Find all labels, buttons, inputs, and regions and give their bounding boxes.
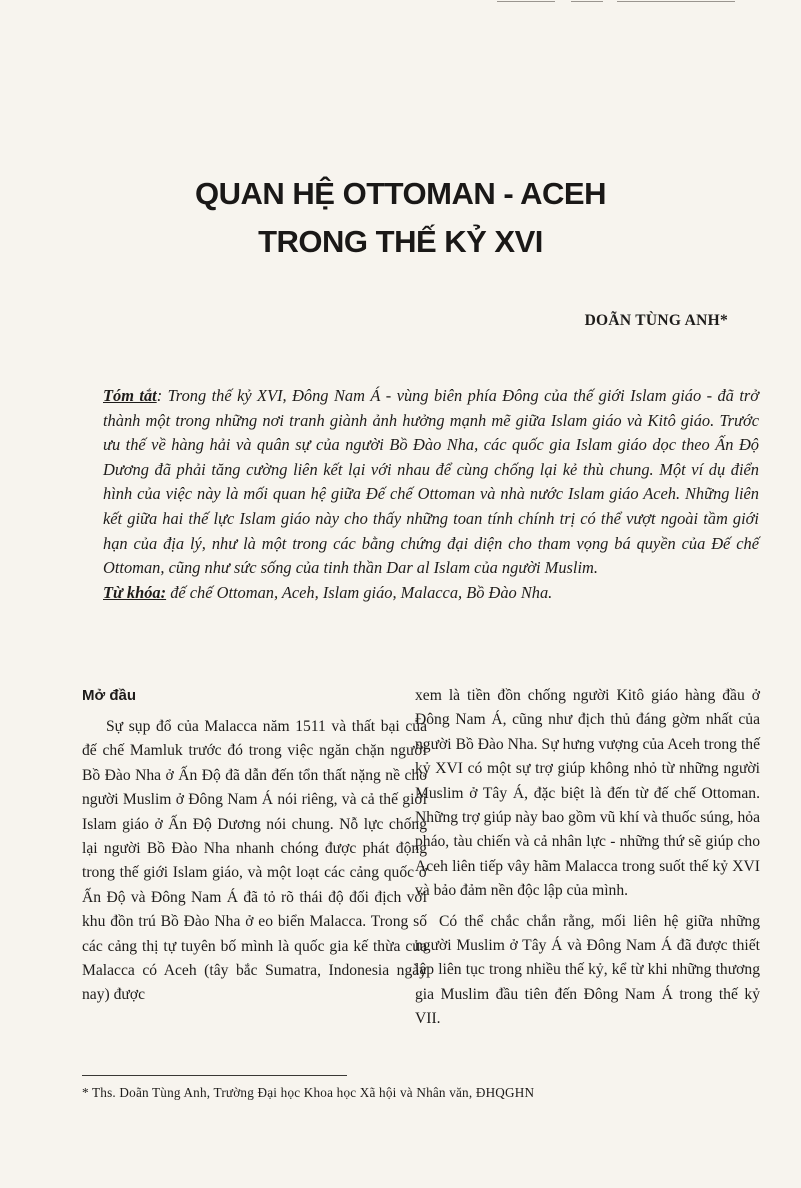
right-column [415, 684, 760, 1032]
article-title [0, 170, 801, 266]
abstract-label: Tóm tắt [103, 386, 157, 405]
right-paragraph-1: xem là tiền đồn chống người Kitô giáo hàng đầu ở Đông Nam Á, cũng như địch thủ đáng gờm nhất của người Bồ Đào Nha. Sự hưng vượng của Aceh trong thế kỷ XVI có một sự trợ giúp không nhỏ từ những người Muslim ở Tây Á, đặc biệt là đến từ đế chế Ottoman. Những trợ giúp này bao gồm vũ khí và thuốc súng, hỏa pháo, tàu chiến và cả nhân lực - những thứ sẽ giúp cho Aceh liên tiếp vây hãm Malacca trong suốt thế kỷ XVI và bảo đảm nền độc lập của mình. [415, 687, 760, 900]
title-line-1: QUAN HỆ OTTOMAN - ACEH [195, 176, 606, 211]
abstract-text: : Trong thế kỷ XVI, Đông Nam Á - vùng biên phía Đông của thế giới Islam giáo - đã trở thành một trong những nơi tranh giành ảnh hưởng mạnh mẽ giữa Islam giáo và Kitô giáo. Trước ưu thế về hàng hải và quân sự của người Bồ Đào Nha, các quốc gia Islam giáo dọc theo Ấn Độ Dương đã phải tăng cường liên kết lại với nhau để cùng chống lại kẻ thù chung. Một ví dụ điển hình của việc này là mối quan hệ giữa Đế chế Ottoman và nhà nước Islam giáo Aceh. Những liên kết giữa hai thế lực Islam giáo này cho thấy những toan tính chính trị có thể vượt ngoài tầm giới hạn của địa lý, như là một trong các bằng chứng đại diện cho tham vọng bá quyền của Đế chế Ottoman, cũng như sức sống của tinh thần Dar al Islam của người Muslim. [103, 386, 759, 578]
title-line-2: TRONG THẾ KỶ XVI [258, 224, 543, 259]
header-rule-marks [497, 0, 757, 4]
footnote: * Ths. Doãn Tùng Anh, Trường Đại học Khoa học Xã hội và Nhân văn, ĐHQGHN [82, 1085, 535, 1100]
left-column [82, 684, 427, 1008]
abstract-paragraph [103, 384, 759, 581]
keywords-line [103, 581, 759, 606]
keywords-text: đế chế Ottoman, Aceh, Islam giáo, Malacca, Bồ Đào Nha. [166, 582, 553, 602]
section-heading: Mở đầu [82, 687, 136, 704]
abstract-block [103, 384, 759, 605]
right-paragraph-2: Có thể chắc chắn rằng, mối liên hệ giữa những người Muslim ở Tây Á và Đông Nam Á đã được thiết lập liên tục trong nhiều thế kỷ, kể từ khi những thương gia Muslim đầu tiên đến Đông Nam Á trong thế kỷ VII. [415, 912, 760, 1028]
footnote-divider [82, 1075, 347, 1076]
author-name: DOÃN TÙNG ANH* [584, 312, 728, 329]
left-paragraph: Sự sụp đổ của Malacca năm 1511 và thất bại của đế chế Mamluk trước đó trong việc ngăn chặn người Bồ Đào Nha ở Ấn Độ đã dẫn đến tổn thất nặng nề cho người Muslim ở Đông Nam Á nói riêng, và cả thế giới Islam giáo ở Ấn Độ Dương nói chung. Nỗ lực chống lại người Bồ Đào Nha nhanh chóng được phát động trong thế giới Islam giáo, và một loạt các cảng quốc ở Ấn Độ và Đông Nam Á đã tỏ rõ thái độ đối địch với khu đồn trú Bồ Đào Nha ở eo biển Malacca. Trong số các cảng thị tự tuyên bố mình là quốc gia kế thừa của Malacca có Aceh (tây bắc Sumatra, Indonesia ngày nay) được [82, 718, 427, 1004]
keywords-label: Từ khóa: [103, 582, 167, 602]
